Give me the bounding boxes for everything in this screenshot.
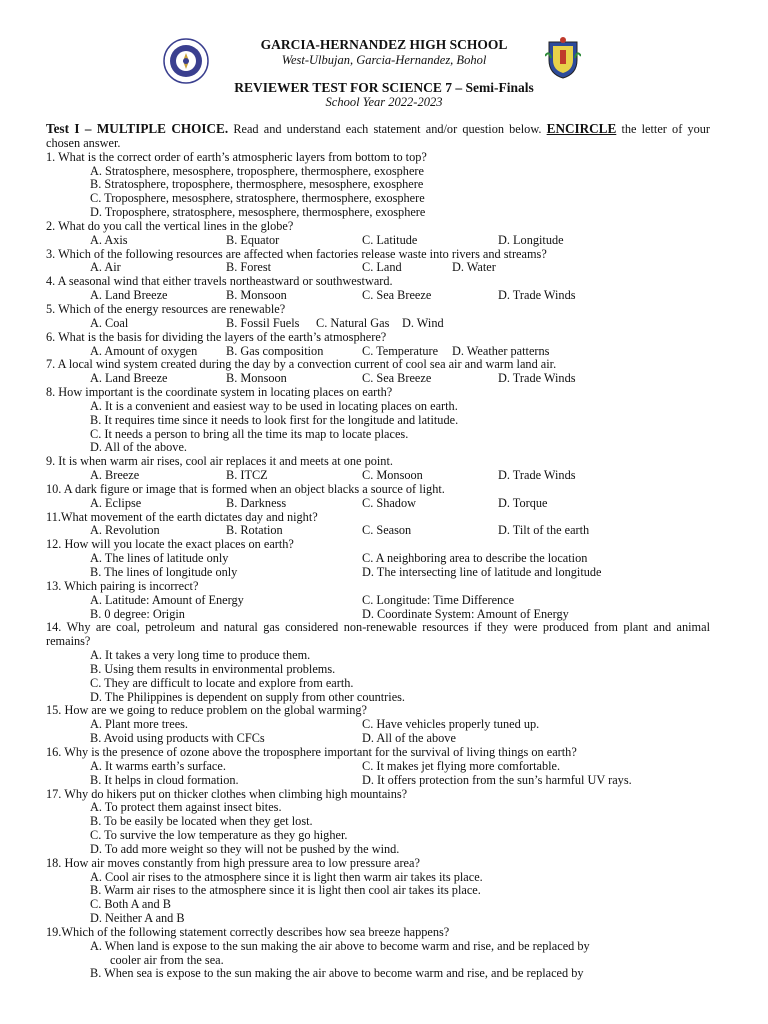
option[interactable]: B. Warm air rises to the atmosphere since it is light then cool air takes its place. xyxy=(90,883,481,898)
option[interactable]: B. ITCZ xyxy=(226,468,268,483)
option[interactable]: D. Coordinate System: Amount of Energy xyxy=(362,606,569,621)
option[interactable]: B. Stratosphere, troposphere, thermosphere, mesosphere, exosphere xyxy=(90,177,424,192)
option-row xyxy=(46,552,726,566)
option[interactable]: B. Avoid using products with CFCs xyxy=(90,731,265,746)
question-4: 4. A seasonal wind that either travels northeastward or southwestward. xyxy=(46,274,393,289)
instruction-text: Read and understand each statement and/or question below. xyxy=(228,122,547,136)
option[interactable]: B. To be easily be located when they get lost. xyxy=(90,814,313,829)
option[interactable]: D. Trade Winds xyxy=(498,468,576,483)
option[interactable]: D. The Philippines is dependent on supply from other countries. xyxy=(90,689,406,704)
question-12: 12. How will you locate the exact places on earth? xyxy=(46,537,294,552)
option[interactable]: A. Latitude: Amount of Energy xyxy=(90,592,244,607)
school-name: GARCIA-HERNANDEZ HIGH SCHOOL xyxy=(260,37,508,52)
option[interactable]: D. Trade Winds xyxy=(498,371,576,386)
option[interactable]: D. Tilt of the earth xyxy=(498,523,590,538)
option[interactable]: B. Equator xyxy=(226,232,280,247)
option[interactable]: A. Coal xyxy=(90,315,129,330)
option[interactable]: C. A neighboring area to describe the location xyxy=(362,551,588,566)
question-5: 5. Which of the energy resources are renewable? xyxy=(46,301,286,316)
option-row xyxy=(46,524,726,538)
option[interactable]: B. When sea is expose to the sun making the air above to become warm and rise, and be replaced by xyxy=(90,966,584,981)
question-14: 14. Why are coal, petroleum and natural gas considered non-renewable resources if they were produced from plant and animal remains? xyxy=(46,620,710,649)
option[interactable]: D. Troposphere, stratosphere, mesosphere, thermosphere, exosphere xyxy=(90,205,426,220)
option-row xyxy=(46,732,726,746)
option[interactable]: D. It offers protection from the sun’s harmful UV rays. xyxy=(362,772,632,787)
encircle-word: ENCIRCLE xyxy=(546,121,617,136)
option[interactable]: B. Monsoon xyxy=(226,371,287,386)
school-address: West-Ulbujan, Garcia-Hernandez, Bohol xyxy=(281,53,487,67)
option-row xyxy=(46,345,726,359)
option[interactable]: B. Forest xyxy=(226,260,272,275)
option[interactable]: A. Air xyxy=(90,260,121,275)
option[interactable]: D. Weather patterns xyxy=(452,343,550,358)
document-title: REVIEWER TEST FOR SCIENCE 7 – Semi-Finals xyxy=(234,80,534,95)
test-body xyxy=(46,122,726,981)
question-11: 11.What movement of the earth dictates day and night? xyxy=(46,509,318,524)
question-7: 7. A local wind system created during the day by a convection current of cool sea air and warm land air. xyxy=(46,357,557,372)
option[interactable]: B. Darkness xyxy=(226,495,287,510)
option[interactable]: D. Trade Winds xyxy=(498,288,576,303)
option[interactable]: A. Amount of oxygen xyxy=(90,343,198,358)
option-row xyxy=(46,497,726,511)
option[interactable]: C. It makes jet flying more comfortable. xyxy=(362,758,561,773)
option-row xyxy=(46,566,726,580)
option[interactable]: C. Both A and B xyxy=(90,897,171,912)
option-row xyxy=(46,608,726,622)
option[interactable]: C. Natural Gas xyxy=(316,315,390,330)
option[interactable]: A. Revolution xyxy=(90,523,160,538)
question-17: 17. Why do hikers put on thicker clothes when climbing high mountains? xyxy=(46,786,408,801)
option[interactable]: C. Temperature xyxy=(362,343,439,358)
option[interactable]: C. Land xyxy=(362,260,402,275)
option[interactable]: C. Shadow xyxy=(362,495,416,510)
school-year: School Year 2022-2023 xyxy=(325,95,443,109)
instruction-text-end: the letter of your chosen answer. xyxy=(46,122,710,150)
option[interactable]: D. All of the above xyxy=(362,731,456,746)
question-10: 10. A dark figure or image that is formed when an object blacks a source of light. xyxy=(46,481,445,496)
option[interactable]: B. Fossil Fuels xyxy=(226,315,300,330)
option[interactable]: D. The intersecting line of latitude and longitude xyxy=(362,565,602,579)
option[interactable]: B. The lines of longitude only xyxy=(90,565,238,579)
question-13: 13. Which pairing is incorrect? xyxy=(46,578,199,593)
option[interactable]: A. Breeze xyxy=(90,468,140,483)
question-9: 9. It is when warm air rises, cool air replaces it and meets at one point. xyxy=(46,454,393,469)
option[interactable]: D. All of the above. xyxy=(90,440,187,455)
option[interactable]: C. Sea Breeze xyxy=(362,288,432,303)
option[interactable]: A. It is a convenient and easiest way to be used in locating places on earth. xyxy=(90,398,458,413)
question-19: 19.Which of the following statement correctly describes how sea breeze happens? xyxy=(46,924,450,939)
option[interactable]: A. When land is expose to the sun making the air above to become warm and rise, and be replaced by xyxy=(90,938,590,953)
option-row xyxy=(46,774,726,788)
option[interactable]: C. Have vehicles properly tuned up. xyxy=(362,717,540,732)
option[interactable]: A. Land Breeze xyxy=(90,288,168,303)
option[interactable]: D. Torque xyxy=(498,495,548,510)
option[interactable]: A. The lines of latitude only xyxy=(90,551,229,566)
test-label: Test I – MULTIPLE CHOICE. xyxy=(46,121,229,136)
question-18: 18. How air moves constantly from high pressure area to low pressure area? xyxy=(46,855,420,870)
option-row xyxy=(46,317,726,331)
option[interactable]: D. Water xyxy=(452,260,496,275)
option[interactable]: C. They are difficult to locate and explore from earth. xyxy=(90,675,354,690)
option[interactable]: C. Sea Breeze xyxy=(362,371,432,386)
question-2: 2. What do you call the vertical lines in the globe? xyxy=(46,218,294,233)
option[interactable]: D. Neither A and B xyxy=(90,911,185,926)
option-row xyxy=(46,372,726,386)
option-row xyxy=(46,760,726,774)
option[interactable]: A. Land Breeze xyxy=(90,371,168,386)
question-15: 15. How are we going to reduce problem on the global warming? xyxy=(46,703,367,718)
option-row xyxy=(46,469,726,483)
option[interactable]: B. Rotation xyxy=(226,523,283,538)
option[interactable]: B. It helps in cloud formation. xyxy=(90,772,239,787)
option-row xyxy=(46,718,726,732)
option[interactable]: A. Cool air rises to the atmosphere since it is light then warm air takes its place. xyxy=(90,869,483,884)
option[interactable]: C. To survive the low temperature as they go higher. xyxy=(90,828,348,843)
option[interactable]: B. Using them results in environmental problems. xyxy=(90,661,336,676)
option[interactable]: D. To add more weight so they will not be pushed by the wind. xyxy=(90,841,400,856)
option[interactable]: A. To protect them against insect bites. xyxy=(90,800,282,815)
option-row xyxy=(46,289,726,303)
option[interactable]: C. Troposphere, mesosphere, stratosphere, thermosphere, exosphere xyxy=(90,191,425,206)
option[interactable]: C. Latitude xyxy=(362,232,418,247)
question-3: 3. Which of the following resources are affected when factories release waste into rivers and streams? xyxy=(46,246,547,261)
option[interactable]: A. Stratosphere, mesosphere, troposphere, thermosphere, exosphere xyxy=(90,163,424,178)
option[interactable]: C. Longitude: Time Difference xyxy=(362,592,515,607)
option-row xyxy=(46,234,726,248)
option[interactable]: B. It requires time since it needs to look first for the longitude and latitude. xyxy=(90,412,459,427)
option-row xyxy=(46,594,726,608)
option[interactable]: A. Axis xyxy=(90,232,128,247)
option[interactable]: C. Monsoon xyxy=(362,468,423,483)
question-6: 6. What is the basis for dividing the layers of the earth’s atmosphere? xyxy=(46,329,387,344)
test-instructions xyxy=(46,122,710,151)
option[interactable]: B. Monsoon xyxy=(226,288,287,303)
option[interactable]: D. Wind xyxy=(402,315,444,330)
option[interactable]: A. It warms earth’s surface. xyxy=(90,758,226,773)
question-16: 16. Why is the presence of ozone above the troposphere important for the survival of living things on earth? xyxy=(46,744,577,759)
question-1: 1. What is the correct order of earth’s atmospheric layers from bottom to top? xyxy=(46,149,427,164)
option[interactable]: C. Season xyxy=(362,523,412,538)
option-row xyxy=(46,261,726,275)
option[interactable]: A. Plant more trees. xyxy=(90,717,189,732)
option[interactable]: A. It takes a very long time to produce them. xyxy=(90,648,311,663)
option-continuation: cooler air from the sea. xyxy=(110,952,224,967)
option[interactable]: B. Gas composition xyxy=(226,343,324,358)
option[interactable]: D. Longitude xyxy=(498,232,564,247)
option[interactable]: C. It needs a person to bring all the time its map to locate places. xyxy=(90,426,409,441)
question-8: 8. How important is the coordinate system in locating places on earth? xyxy=(46,385,393,400)
option[interactable]: A. Eclipse xyxy=(90,495,142,510)
option[interactable]: B. 0 degree: Origin xyxy=(90,606,185,621)
